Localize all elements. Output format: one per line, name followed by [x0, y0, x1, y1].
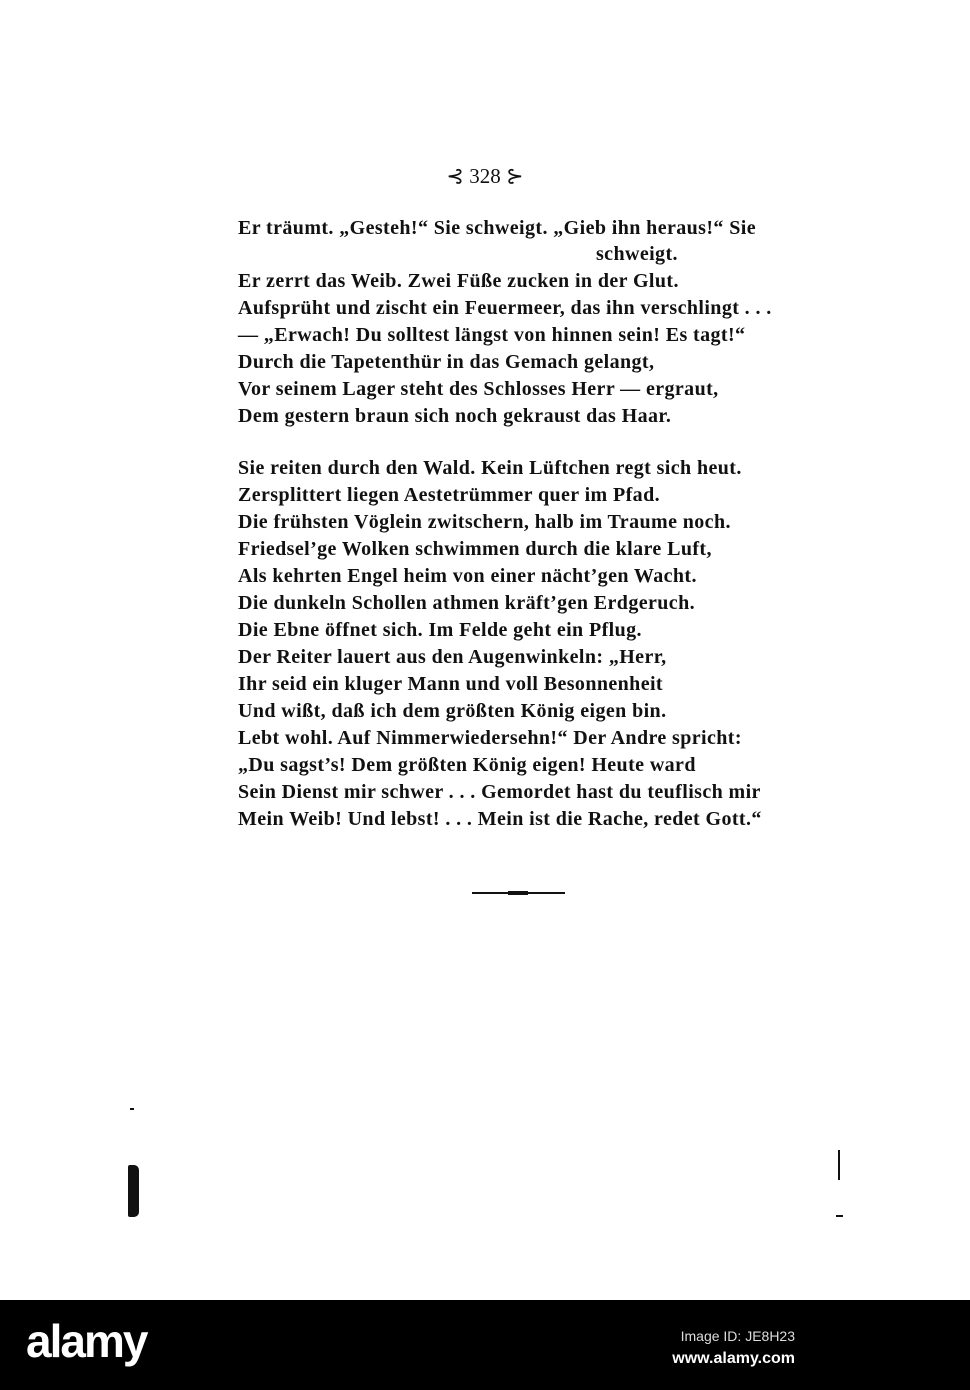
- verse-line: Als kehrten Engel heim von einer nächt’gen Wacht.: [238, 565, 697, 587]
- alamy-logo: alamy: [26, 1315, 147, 1367]
- verse-line: Und wißt, daß ich dem größten König eigen bin.: [238, 700, 667, 722]
- verse-line: Der Reiter lauert aus den Augenwinkeln: „Herr,: [238, 646, 667, 668]
- verse-line: Dem gestern braun sich noch gekraust das Haar.: [238, 405, 672, 427]
- image-id: Image ID: JE8H23: [680, 1328, 795, 1344]
- verse-line: Lebt wohl. Auf Nimmerwiedersehn!“ Der Andre spricht:: [238, 727, 742, 749]
- verse-line: Die dunkeln Schollen athmen kräft’gen Erdgeruch.: [238, 592, 696, 614]
- verse-line: Die Ebne öffnet sich. Im Felde geht ein Pflug.: [238, 619, 642, 641]
- scan-speck: [836, 1215, 843, 1217]
- verse-line: Friedsel’ge Wolken schwimmen durch die klare Luft,: [238, 538, 712, 560]
- verse-line: Sein Dienst mir schwer . . . Gemordet hast du teuflisch mir: [238, 781, 761, 803]
- verse-line: Vor seinem Lager steht des Schlosses Herr — ergraut,: [238, 378, 719, 400]
- verse-line: Die frühsten Vöglein zwitschern, halb im Traume noch.: [238, 511, 731, 533]
- scan-speck: [838, 1150, 840, 1180]
- verse-line: Er träumt. „Gesteh!“ Sie schweigt. „Gieb ihn heraus!“ Sie: [238, 217, 756, 239]
- verse-line: — „Erwach! Du solltest längst von hinnen sein! Es tagt!“: [238, 324, 746, 346]
- verse-line-continuation: schweigt.: [596, 243, 678, 265]
- verse-line: Ihr seid ein kluger Mann und voll Besonnenheit: [238, 673, 663, 695]
- verse-line: „Du sagst’s! Dem größten König eigen! Heute ward: [238, 754, 696, 776]
- verse-line: Durch die Tapetenthür in das Gemach gelangt,: [238, 351, 655, 373]
- verse-line: Sie reiten durch den Wald. Kein Lüftchen regt sich heut.: [238, 457, 742, 479]
- site-url: www.alamy.com: [672, 1350, 795, 1367]
- verse-line: Zersplittert liegen Aestetrümmer quer im Pfad.: [238, 484, 661, 506]
- verse-line: Mein Weib! Und lebst! . . . Mein ist die Rache, redet Gott.“: [238, 808, 762, 830]
- watermark-footer: [0, 1300, 970, 1390]
- verse-line: Aufsprüht und zischt ein Feuermeer, das ihn verschlingt . . .: [238, 297, 772, 319]
- verse-line: Er zerrt das Weib. Zwei Füße zucken in der Glut.: [238, 270, 679, 292]
- end-rule-divider: [472, 892, 565, 894]
- page-number: ⊰ 328 ⊱: [446, 164, 524, 188]
- scan-speck: [130, 1108, 134, 1110]
- scan-binding-mark: [128, 1165, 139, 1217]
